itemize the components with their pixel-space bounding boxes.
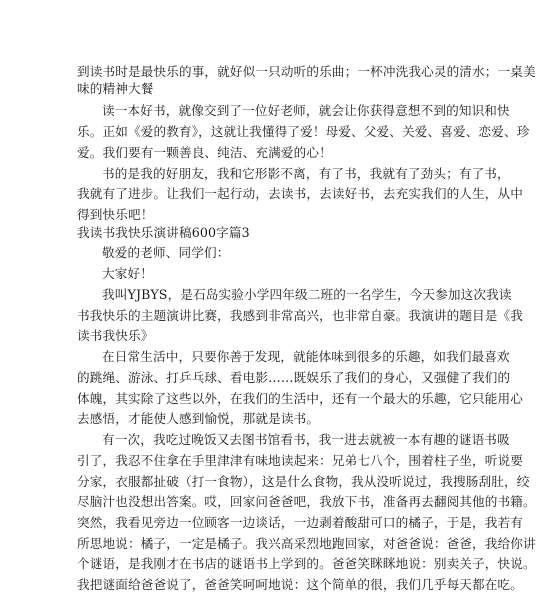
text-line: 所思地说：橘子，一定是橘子。我兴高采烈地跑回家，对爸爸说：爸爸，我给你讲 [77, 536, 536, 551]
text-line: 突然，我看见旁边一位顾客一边谈话，一边剥着酸甜可口的橘子，于是，我若有 [77, 515, 524, 530]
text-line: 得到快乐吧！ [77, 207, 154, 222]
text-line: 我把谜面给爸爸说了，爸爸笑呵呵地说：这个简单的很，我们几乎每天都在吃。 [77, 577, 524, 592]
text-line: 爱。我们要有一颗善良、纯洁、充满爱的心！ [77, 145, 332, 160]
text-line: 尽脑汁也没想出答案。哎，回家问爸爸吧，我放下书，准备再去翻阅其他的书籍。 [77, 494, 536, 509]
greeting: 大家好！ [102, 266, 153, 281]
text-line: 乐。正如《爱的教育》，这就让我懂得了爱！母爱、父爱、关爱、喜爱、恋爱、珍 [77, 124, 530, 139]
text-line: 我叫YJBYS，是石岛实验小学四年级二班的一名学生，今天参加这次我读 [102, 287, 512, 302]
text-line: 个谜语，是我刚才在书店的谜语书上学到的。爸爸笑眯眯地说：别卖关子，快说。 [77, 556, 536, 571]
text-line: 引了，我忍不住拿在手里津津有味地读起来：兄弟七八个，围着柱子坐，听说要 [77, 453, 524, 468]
text-line: 体魄，其实除了这些以外，在我们的生活中，还有一个最大的乐趣，它只能用心 [77, 391, 524, 406]
text-line: 读一本好书，就像交到了一位好老师，就会让你获得意想不到的知识和快 [102, 103, 510, 118]
text-line: 分家，衣服都扯破（打一食物），这是什么食物，我从没听说过，我搜肠刮肚，绞 [77, 474, 530, 489]
section-heading: 我读书我快乐演讲稿600字篇3 [77, 225, 250, 240]
text-line: 书的是我的好朋友，我和它形影不离，有了书，我就有了劲头；有了书， [102, 166, 510, 181]
text-line: 书我快乐的主题演讲比赛，我感到非常高兴，也非常自豪。我演讲的题目是《我 [77, 308, 524, 323]
text-line: 我就有了进步。让我们一起行动，去读书，去读好书，去充实我们的人生，从中 [77, 186, 524, 201]
text-line: 在日常生活中，只要你善于发现，就能体味到很多的乐趣，如我们最喜欢 [102, 349, 510, 364]
text-line: 味的精神大餐 [77, 81, 154, 96]
text-line: 有一次，我吃过晚饭又去图书馆看书，我一进去就被一本有趣的谜语书吸 [102, 432, 510, 447]
text-line: 去感悟，才能使人感到愉悦，那就是读书。 [77, 411, 320, 426]
text-line: 到读书时是最快乐的事，就好似一只动听的乐曲；一杯冲洗我心灵的清水；一桌美 [77, 64, 536, 79]
salutation: 敬爱的老师、同学们： [102, 245, 230, 260]
text-line: 的跳绳、游泳、打乒乓球、看电影……既娱乐了我们的身心，又强健了我们的 [77, 370, 511, 385]
text-line: 读书我快乐》 [77, 328, 154, 343]
